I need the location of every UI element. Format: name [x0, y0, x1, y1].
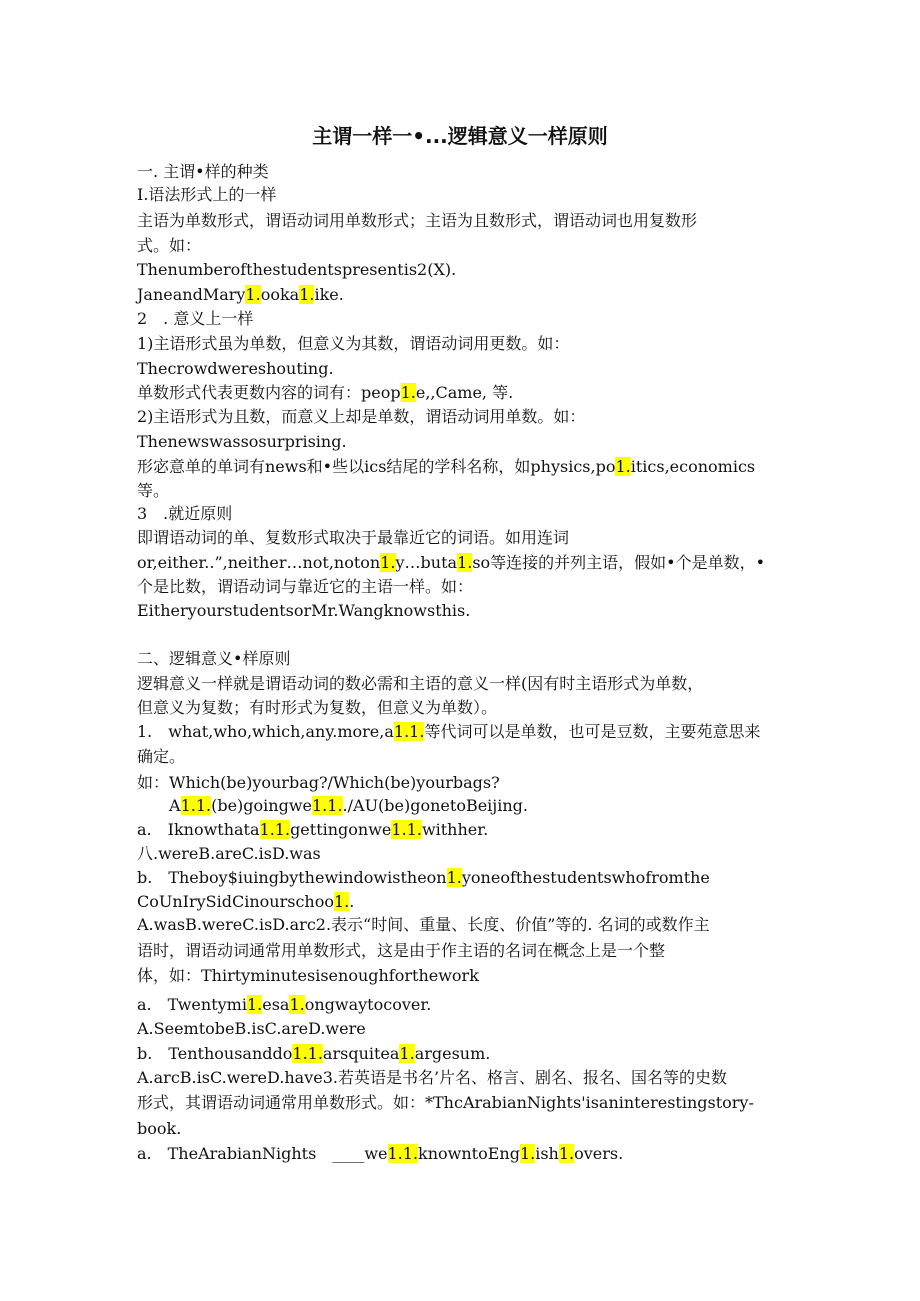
text-line: [137, 382, 787, 404]
text-segment: b. Tenthousanddo: [137, 1044, 293, 1063]
text-line: [137, 284, 787, 306]
text-line: [137, 456, 787, 478]
highlighted-text: 1.: [446, 868, 462, 887]
highlighted-text: 1.: [457, 553, 473, 572]
text-segment: A: [137, 796, 181, 815]
text-segment: I.语法形式上的一样: [137, 185, 277, 204]
text-segment: 二、逻辑意义•样原则: [137, 649, 291, 668]
highlighted-text: 1.: [615, 457, 631, 476]
text-segment: Thenewswassosurprising.: [137, 432, 347, 451]
highlighted-text: 1.: [333, 892, 350, 911]
text-segment: e,,Came, 等.: [415, 383, 514, 402]
text-line: [137, 1118, 787, 1140]
text-segment: 逻辑意义一样就是谓语动词的数必需和主语的意义一样(因有时主语形式为单数，: [137, 674, 704, 693]
text-line: [137, 648, 787, 670]
text-line: [137, 527, 787, 549]
text-segment: ongwaytocover.: [304, 995, 432, 1014]
text-segment: knowntoEng: [418, 1144, 520, 1163]
highlighted-text: 1.1.: [259, 820, 291, 839]
text-line: [137, 1067, 787, 1089]
text-segment: or,either..”,neither…not,noton: [137, 553, 381, 572]
text-line: [137, 308, 787, 330]
text-segment: EitheryourstudentsorMr.Wangknowsthis.: [137, 601, 471, 620]
text-line: [137, 843, 787, 865]
text-line: [137, 431, 787, 453]
text-segment: argesum.: [414, 1044, 491, 1063]
highlighted-text: 1.: [245, 285, 261, 304]
text-segment: ish: [535, 1144, 559, 1163]
text-segment: a. Twentymi: [137, 995, 247, 1014]
text-segment: (be)goingwe: [211, 796, 312, 815]
text-line: [137, 891, 787, 913]
text-line: [137, 161, 787, 183]
text-line: [137, 358, 787, 380]
text-line: [137, 795, 787, 817]
text-segment: y…buta: [395, 553, 458, 572]
text-segment: .: [349, 892, 355, 911]
text-segment: ooka: [260, 285, 300, 304]
text-segment: JaneandMary: [137, 285, 246, 304]
highlighted-text: 1.: [558, 1144, 575, 1163]
text-line: [137, 259, 787, 281]
highlighted-text: 1.: [380, 553, 396, 572]
text-segment: 八.wereB.areC.isD.was: [137, 844, 321, 863]
text-line: [137, 235, 787, 257]
text-segment: A.SeemtobeB.isC.areD.were: [137, 1019, 366, 1038]
text-segment: 2 . 意义上一样: [137, 309, 254, 328]
text-segment: 体，如：Thirtyminutesisenoughforthework: [137, 966, 479, 985]
highlighted-text: 1.: [289, 995, 305, 1014]
text-segment: 形宓意单的单词有news和•些以ics结尾的学科名称，如physics,po: [137, 457, 616, 476]
highlighted-text: 1.: [519, 1144, 536, 1163]
text-line: [137, 965, 787, 987]
text-segment: so等连接的并列主语，假如•个是单数，•: [472, 553, 766, 572]
text-line: [137, 994, 787, 1016]
text-segment: 等代词可以是单数，也可是豆数，主要苑意思来: [424, 722, 761, 741]
text-line: [137, 673, 787, 695]
text-segment: 2)主语形式为且数，而意义上却是单数，谓语动词用单数。如：: [137, 407, 586, 426]
text-line: [137, 406, 787, 428]
text-segment: arsquitea: [322, 1044, 400, 1063]
text-line: [137, 1043, 787, 1065]
text-segment: itics,economics: [630, 457, 756, 476]
text-line: [137, 940, 787, 962]
text-segment: 一. 主谓•样的种类: [137, 162, 269, 181]
text-line: [137, 503, 787, 525]
text-line: [137, 772, 787, 794]
text-segment: ike.: [314, 285, 344, 304]
text-line: [137, 1092, 787, 1114]
text-line: [137, 1143, 787, 1165]
text-segment: esa: [262, 995, 290, 1014]
text-line: [137, 600, 787, 622]
text-segment: a. TheArabianNights ____we: [137, 1144, 388, 1163]
text-line: [137, 210, 787, 232]
highlighted-text: 1.1.: [393, 722, 425, 741]
text-segment: b. Theboy$iuingbythewindowistheon: [137, 868, 447, 887]
text-line: [137, 480, 787, 502]
text-line: [137, 184, 787, 206]
text-segment: 1. what,who,which,any.more,a: [137, 722, 394, 741]
text-segment: 语时，谓语动词通常用单数形式，这是由于作主语的名词在概念上是一个整: [137, 941, 666, 960]
text-line: [137, 697, 787, 719]
text-segment: withher.: [421, 820, 489, 839]
text-segment: yoneofthestudentswhofromthe: [461, 868, 710, 887]
text-segment: 但意义为复数；有时形式为复数，但意义为单数）。: [137, 698, 498, 717]
text-segment: A.wasB.wereC.isD.arc2.表示“时间、重量、长度、价值”等的. 名词的或数作主: [137, 915, 710, 934]
text-segment: Thecrowdwereshouting.: [137, 359, 334, 378]
text-segment: 个是比数，谓语动词与靠近它的主语一样。如：: [137, 577, 474, 596]
document-title: 主谓一样一•...逻辑意义一样原则: [312, 124, 608, 148]
highlighted-text: 1.1.: [387, 1144, 419, 1163]
text-segment: 等。: [137, 481, 170, 500]
text-segment: 3 .就近原则: [137, 504, 233, 523]
highlighted-text: 1.: [246, 995, 263, 1014]
text-line: [137, 1018, 787, 1040]
highlighted-text: 1.1.: [180, 796, 212, 815]
text-segment: 即谓语动词的单、复数形式取决于最靠近它的词语。如用连词: [137, 528, 570, 547]
highlighted-text: 1.: [399, 1044, 415, 1063]
text-segment: 主语为单数形式，谓语动词用单数形式；主语为且数形式，谓语动词也用复数形: [137, 211, 698, 230]
text-segment: CoUnIrySidCinourschoo: [137, 892, 334, 911]
text-line: [137, 867, 787, 889]
text-segment: 1)主语形式虽为单数，但意义为其数，谓语动词用更数。如：: [137, 334, 570, 353]
highlighted-text: 1.1.: [292, 1044, 323, 1063]
text-line: [137, 746, 787, 768]
text-line: [137, 914, 787, 936]
text-segment: A.arcB.isC.wereD.have3.若英语是书名’片名、格言、剧名、报名、国名等的史数: [137, 1068, 728, 1087]
text-segment: 形式，其谓语动词通常用单数形式。如：*ThcArabianNights'isaninterestingstory-: [137, 1093, 754, 1112]
text-segment: Thenumberofthestudentspresentis2(X).: [137, 260, 457, 279]
text-line: [137, 721, 787, 743]
text-segment: gettingonwe: [290, 820, 392, 839]
highlighted-text: 1.: [299, 285, 315, 304]
text-line: [137, 333, 787, 355]
text-segment: 确定。: [137, 747, 186, 766]
text-line: [137, 552, 787, 574]
text-segment: book.: [137, 1119, 182, 1138]
text-segment: overs.: [574, 1144, 624, 1163]
text-segment: 式。如：: [137, 236, 202, 255]
text-segment: ./AU(be)gonetoBeijing.: [342, 796, 529, 815]
highlighted-text: 1.1.: [391, 820, 422, 839]
text-segment: a. Iknowthata: [137, 820, 260, 839]
text-line: [137, 819, 787, 841]
highlighted-text: 1.: [400, 383, 416, 402]
text-segment: 如：Which(be)yourbag?/Which(be)yourbags?: [137, 773, 500, 792]
highlighted-text: 1.1.: [312, 796, 343, 815]
text-line: [137, 576, 787, 598]
text-segment: 单数形式代表更数内容的词有：peop: [137, 383, 401, 402]
